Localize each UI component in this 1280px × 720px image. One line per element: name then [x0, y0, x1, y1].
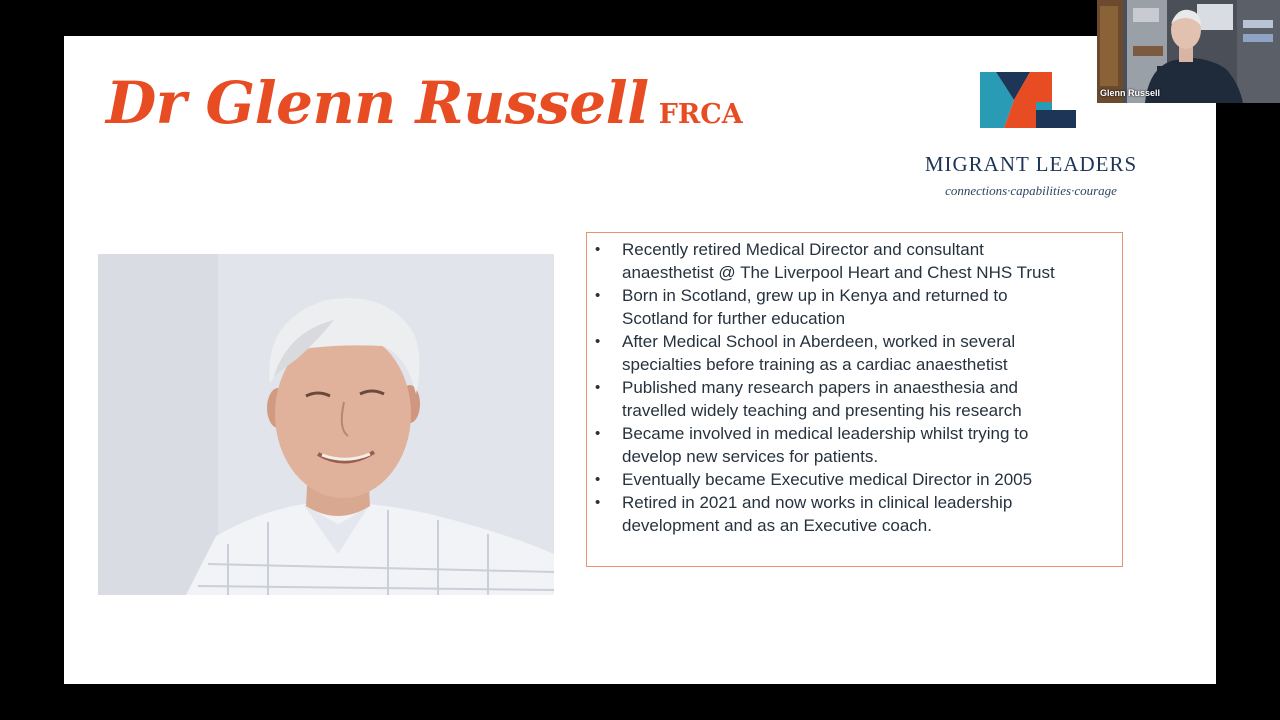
bio-item [587, 422, 1122, 468]
bio-box [586, 232, 1123, 567]
bio-item [587, 284, 1122, 330]
bio-line: specialties before training as a cardiac anaesthetist [622, 355, 1008, 374]
bullet-icon: • [595, 494, 601, 511]
presentation-slide [64, 36, 1216, 684]
bullet-icon: • [595, 425, 601, 442]
logo-mark-icon [980, 72, 1080, 128]
participant-video-tile[interactable] [1097, 0, 1280, 103]
bio-line: anaesthetist @ The Liverpool Heart and Chest NHS Trust [622, 263, 1055, 282]
bullet-icon: • [595, 379, 601, 396]
bullet-icon: • [595, 333, 601, 350]
logo-name: MIGRANT LEADERS [924, 152, 1138, 176]
bio-line: travelled widely teaching and presenting his research [622, 401, 1022, 420]
participant-name: Glenn Russell [1100, 88, 1161, 98]
bullet-icon: • [595, 287, 601, 304]
bio-line: Eventually became Executive medical Director in 2005 [622, 470, 1033, 489]
bio-list [587, 233, 1122, 537]
bullet-icon: • [595, 471, 601, 488]
title-suffix: FRCA [658, 99, 743, 130]
bio-line: Recently retired Medical Director and consultant [622, 240, 984, 259]
bio-item [587, 330, 1122, 376]
bio-line: Published many research papers in anaesthesia and [622, 378, 1018, 397]
bio-item [587, 376, 1122, 422]
person-photo-icon [98, 254, 554, 595]
bio-line: Retired in 2021 and now works in clinical leadership [622, 493, 1013, 512]
bio-line: develop new services for patients. [622, 447, 879, 466]
bio-line: After Medical School in Aberdeen, worked in several [622, 332, 1016, 351]
title-name: Dr Glenn Russell [106, 69, 649, 137]
bio-item [587, 491, 1122, 537]
bio-line: Born in Scotland, grew up in Kenya and returned to [622, 286, 1008, 305]
bio-line: Became involved in medical leadership whilst trying to [622, 424, 1029, 443]
bio-item [587, 238, 1122, 284]
slide-title [106, 68, 743, 150]
bio-item [587, 468, 1122, 491]
speaker-portrait [98, 254, 554, 595]
bio-line: development and as an Executive coach. [622, 516, 932, 535]
bio-line: Scotland for further education [622, 309, 846, 328]
bullet-icon: • [595, 241, 601, 258]
logo-tagline: connections·capabilities·courage [945, 183, 1117, 198]
